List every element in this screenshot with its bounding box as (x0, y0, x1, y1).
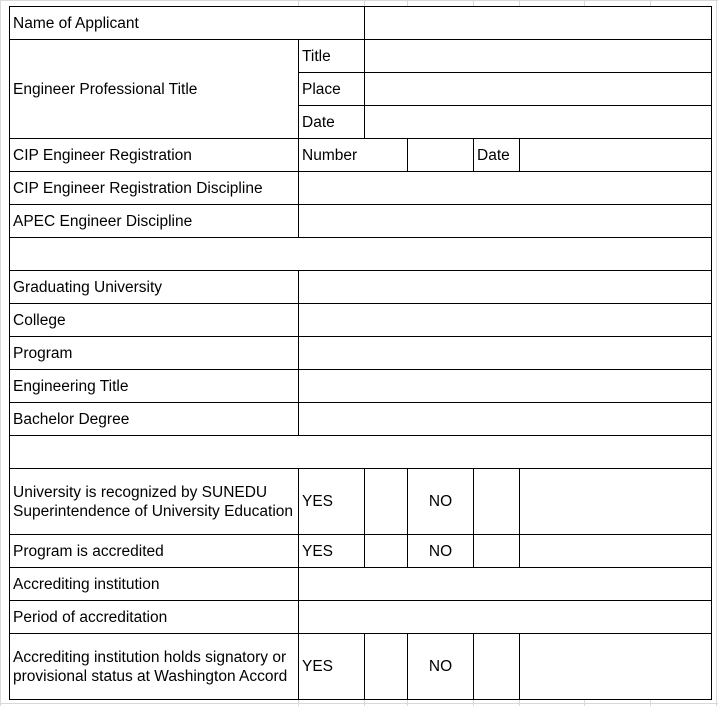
apec-discipline-label: APEC Engineer Discipline (9, 204, 299, 238)
place-field[interactable] (364, 72, 712, 106)
bachelor-degree-label: Bachelor Degree (9, 402, 299, 436)
registration-number-field[interactable] (407, 138, 474, 172)
accrediting-institution-label: Accrediting institution (9, 567, 299, 601)
gridline (0, 0, 718, 1)
spacer-row (9, 237, 712, 271)
cip-registration-label: CIP Engineer Registration (9, 138, 299, 172)
program-accredited-label: Program is accredited (9, 534, 299, 568)
name-of-applicant-field[interactable] (364, 6, 712, 40)
washington-accord-line-1: Accrediting institution holds signatory or (13, 648, 287, 666)
registration-date-label: Date (473, 138, 520, 172)
washington-accord-label (9, 633, 299, 700)
accreditation-notes-field[interactable] (519, 534, 712, 568)
yes-label: YES (298, 468, 365, 535)
program-field[interactable] (298, 336, 712, 370)
gridline (0, 703, 718, 704)
engineering-title-field[interactable] (298, 369, 712, 403)
no-label: NO (407, 534, 474, 568)
college-label: College (9, 303, 299, 337)
yes-checkbox-cell[interactable] (364, 468, 408, 535)
no-checkbox-cell[interactable] (473, 534, 520, 568)
gridline (0, 0, 1, 706)
gridline (716, 0, 717, 706)
title-label: Title (298, 39, 365, 73)
no-label: NO (407, 633, 474, 700)
engineering-title-label: Engineering Title (9, 369, 299, 403)
washington-notes-field[interactable] (519, 633, 712, 700)
yes-checkbox-cell[interactable] (364, 534, 408, 568)
yes-label: YES (298, 633, 365, 700)
yes-label: YES (298, 534, 365, 568)
bachelor-degree-field[interactable] (298, 402, 712, 436)
name-of-applicant-label: Name of Applicant (9, 6, 365, 40)
date-field[interactable] (364, 105, 712, 139)
number-label: Number (298, 138, 408, 172)
engineer-professional-title-label: Engineer Professional Title (9, 39, 299, 139)
university-recognized-line-2: Superintendence of University Education (13, 502, 294, 520)
registration-date-field[interactable] (519, 138, 712, 172)
graduating-university-field[interactable] (298, 270, 712, 304)
yes-checkbox-cell[interactable] (364, 633, 408, 700)
university-recognized-line-1: University is recognized by SUNEDU (13, 483, 268, 501)
accrediting-institution-field[interactable] (298, 567, 712, 601)
no-label: NO (407, 468, 474, 535)
period-of-accreditation-field[interactable] (298, 600, 712, 634)
date-label: Date (298, 105, 365, 139)
college-field[interactable] (298, 303, 712, 337)
apec-discipline-field[interactable] (298, 204, 712, 238)
no-checkbox-cell[interactable] (473, 468, 520, 535)
graduating-university-label: Graduating University (9, 270, 299, 304)
recognition-notes-field[interactable] (519, 468, 712, 535)
program-label: Program (9, 336, 299, 370)
spacer-row (9, 435, 712, 469)
no-checkbox-cell[interactable] (473, 633, 520, 700)
cip-discipline-field[interactable] (298, 171, 712, 205)
washington-accord-line-2: provisional status at Washington Accord (13, 667, 288, 685)
university-recognized-label (9, 468, 299, 535)
period-of-accreditation-label: Period of accreditation (9, 600, 299, 634)
place-label: Place (298, 72, 365, 106)
cip-discipline-label: CIP Engineer Registration Discipline (9, 171, 299, 205)
title-field[interactable] (364, 39, 712, 73)
